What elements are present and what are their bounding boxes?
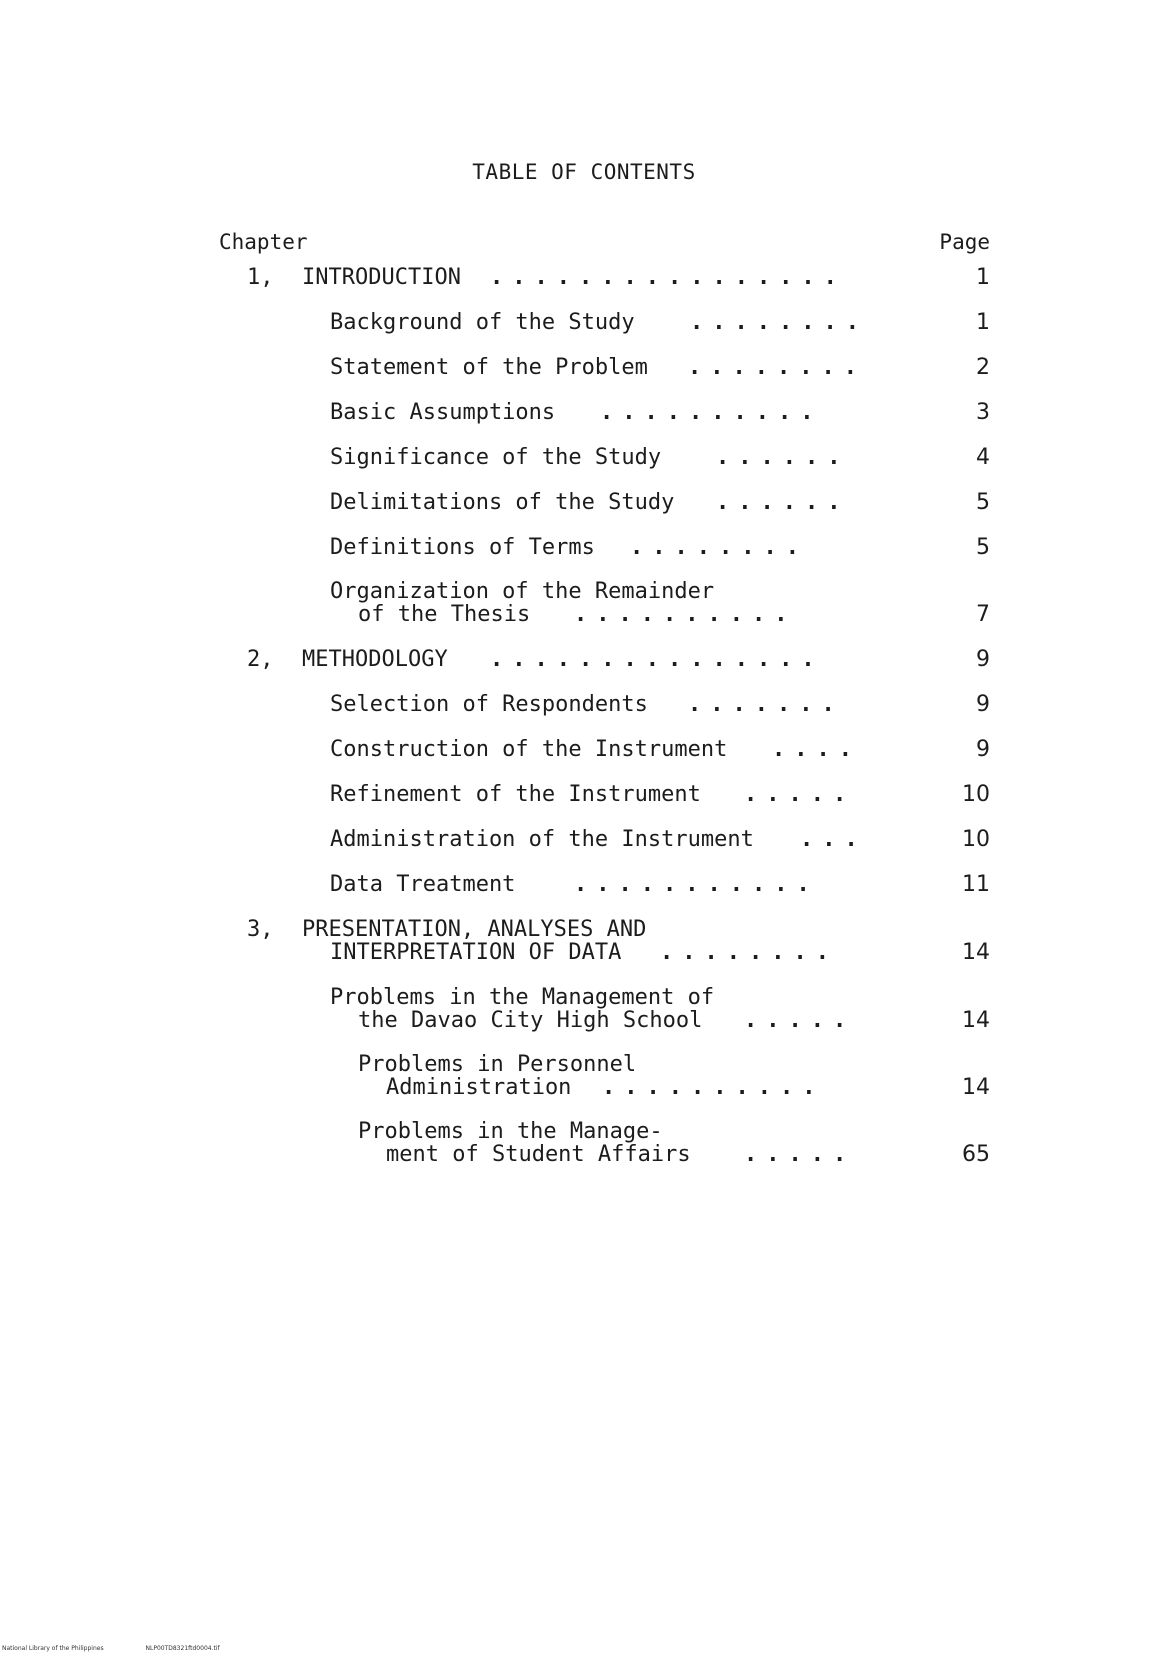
page-number: 2 bbox=[976, 355, 990, 380]
page-header: Page bbox=[939, 230, 990, 254]
toc-entry-label: Administration of the Instrument bbox=[330, 827, 754, 852]
dot-leader: ...... bbox=[716, 445, 850, 470]
dot-leader: ...... bbox=[716, 490, 850, 515]
toc-entry-label: Background of the Study bbox=[330, 310, 635, 335]
toc-entry-label: Delimitations of the Study bbox=[330, 490, 675, 515]
toc-entry-label: Significance of the Study bbox=[330, 445, 662, 470]
toc-entry-label: Selection of Respondents bbox=[330, 692, 648, 717]
page-number: 7 bbox=[976, 602, 990, 627]
dot-leader: .......... bbox=[602, 1075, 825, 1100]
toc-entry-label: INTRODUCTION bbox=[302, 265, 461, 290]
chapter-number: 3, bbox=[247, 917, 274, 942]
toc-entry-label: METHODOLOGY bbox=[302, 647, 448, 672]
toc-entry-label: PRESENTATION, ANALYSES AND bbox=[302, 917, 647, 942]
page-number: 10 bbox=[962, 827, 990, 852]
page-number: 65 bbox=[962, 1142, 990, 1167]
toc-entry-label: Construction of the Instrument bbox=[330, 737, 728, 762]
toc-entry-continuation: Administration bbox=[386, 1075, 572, 1100]
dot-leader: ..... bbox=[744, 1008, 856, 1033]
page-title: TABLE OF CONTENTS bbox=[472, 160, 696, 184]
chapter-number: 2, bbox=[247, 647, 274, 672]
dot-leader: ... bbox=[800, 827, 867, 852]
page-number: 9 bbox=[976, 737, 990, 762]
toc-entry-continuation: of the Thesis bbox=[358, 602, 531, 627]
toc-entry-label: Definitions of Terms bbox=[330, 535, 595, 560]
dot-leader: .......... bbox=[600, 400, 823, 425]
file-name: NLP00TD8321ftd0004.tif bbox=[145, 1645, 220, 1652]
dot-leader: ........ bbox=[630, 535, 808, 560]
page-number: 5 bbox=[976, 490, 990, 515]
toc-entry-label: Refinement of the Instrument bbox=[330, 782, 701, 807]
page-number: 14 bbox=[962, 1008, 990, 1033]
chapter-header: Chapter bbox=[219, 230, 308, 254]
chapter-number: 1, bbox=[247, 265, 274, 290]
dot-leader: .......... bbox=[574, 602, 797, 627]
page-number: 14 bbox=[962, 940, 990, 965]
dot-leader: ................ bbox=[490, 265, 846, 290]
toc-entry-label: Basic Assumptions bbox=[330, 400, 556, 425]
toc-entry-label: Data Treatment bbox=[330, 872, 516, 897]
scan-footer bbox=[2, 1645, 260, 1652]
dot-leader: ..... bbox=[744, 782, 856, 807]
dot-leader: ....... bbox=[688, 692, 844, 717]
toc-entry-label: Organization of the Remainder bbox=[330, 579, 715, 604]
page-number: 11 bbox=[962, 872, 990, 897]
dot-leader: ..... bbox=[744, 1142, 856, 1167]
page-number: 1 bbox=[976, 310, 990, 335]
page-number: 5 bbox=[976, 535, 990, 560]
toc-entry-continuation: INTERPRETATION OF DATA bbox=[330, 940, 622, 965]
page-number: 9 bbox=[976, 692, 990, 717]
toc-entry-label: Problems in the Management of bbox=[330, 985, 715, 1010]
dot-leader: ........ bbox=[660, 940, 838, 965]
toc-entry-label: Problems in the Manage- bbox=[358, 1119, 663, 1144]
toc-entry-label: Problems in Personnel bbox=[358, 1052, 637, 1077]
dot-leader: ........ bbox=[690, 310, 868, 335]
dot-leader: ........ bbox=[688, 355, 866, 380]
dot-leader: ........... bbox=[574, 872, 819, 897]
page-number: 9 bbox=[976, 647, 990, 672]
page-number: 10 bbox=[962, 782, 990, 807]
dot-leader: .... bbox=[772, 737, 861, 762]
toc-entry-continuation: ment of Student Affairs bbox=[386, 1142, 691, 1167]
library-credit: National Library of the Philippines bbox=[2, 1645, 104, 1652]
page-number: 3 bbox=[976, 400, 990, 425]
page-number: 4 bbox=[976, 445, 990, 470]
page-number: 1 bbox=[976, 265, 990, 290]
toc-entry-continuation: the Davao City High School bbox=[358, 1008, 703, 1033]
toc-entry-label: Statement of the Problem bbox=[330, 355, 648, 380]
dot-leader: ............... bbox=[490, 647, 824, 672]
page-number: 14 bbox=[962, 1075, 990, 1100]
